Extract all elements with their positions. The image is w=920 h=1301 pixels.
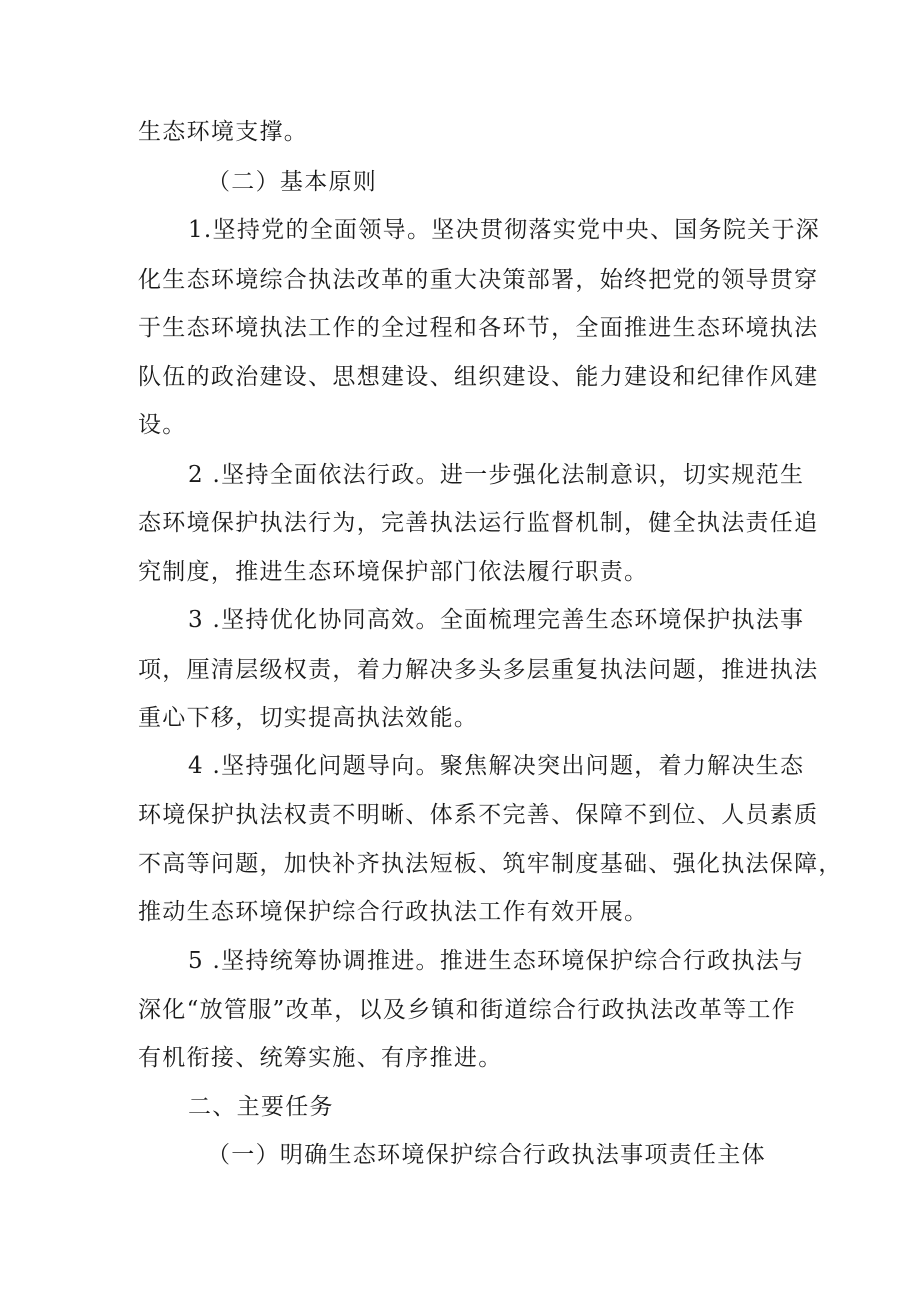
paragraph-line: 4 .坚持强化问题导向。聚焦解决突出问题，着力解决生态 bbox=[188, 753, 805, 779]
paragraph-line: 队伍的政治建设、思想建设、组织建设、能力建设和纪律作风建 bbox=[138, 364, 819, 390]
paragraph-line: 态环境保护执法行为，完善执法运行监督机制，健全执法责任追 bbox=[138, 510, 819, 536]
subsection-heading: （一）明确生态环境保护综合行政执法事项责任主体 bbox=[207, 1142, 766, 1168]
paragraph-line: 于生态环境执法工作的全过程和各环节，全面推进生态环境执法 bbox=[138, 315, 819, 341]
paragraph-line: 设。 bbox=[138, 412, 187, 438]
paragraph-line: 5 .坚持统筹协调推进。推进生态环境保护综合行政执法与 bbox=[188, 948, 805, 974]
paragraph-line: 推动生态环境保护综合行政执法工作有效开展。 bbox=[138, 899, 649, 925]
section-heading-basic-principles: （二）基本原则 bbox=[207, 169, 378, 195]
paragraph-line: 环境保护执法权责不明晰、体系不完善、保障不到位、人员素质 bbox=[138, 802, 819, 828]
paragraph-line: 生态环境支撑。 bbox=[138, 119, 309, 145]
paragraph-line: 2 .坚持全面依法行政。进一步强化法制意识，切实规范生 bbox=[188, 462, 805, 488]
paragraph-line: 深化“放管服”改革，以及乡镇和街道综合行政执法改革等工作 bbox=[138, 997, 796, 1023]
paragraph-line: 1.坚持党的全面领导。坚决贯彻落实党中央、国务院关于深 bbox=[188, 217, 821, 243]
paragraph-line: 不高等问题，加快补齐执法短板、筑牢制度基础、强化执法保障， bbox=[138, 851, 843, 877]
paragraph-line: 化生态环境综合执法改革的重大决策部署，始终把党的领导贯穿 bbox=[138, 267, 819, 293]
paragraph-line: 3 .坚持优化协同高效。全面梳理完善生态环境保护执法事 bbox=[188, 607, 805, 633]
paragraph-line: 究制度，推进生态环境保护部门依法履行职责。 bbox=[138, 559, 649, 585]
paragraph-line: 有机衔接、统筹实施、有序推进。 bbox=[138, 1045, 503, 1071]
section-heading-main-tasks: 二、主要任务 bbox=[188, 1094, 334, 1120]
paragraph-line: 重心下移，切实提高执法效能。 bbox=[138, 705, 479, 731]
paragraph-line: 项，厘清层级权责，着力解决多头多层重复执法问题，推进执法 bbox=[138, 657, 819, 683]
